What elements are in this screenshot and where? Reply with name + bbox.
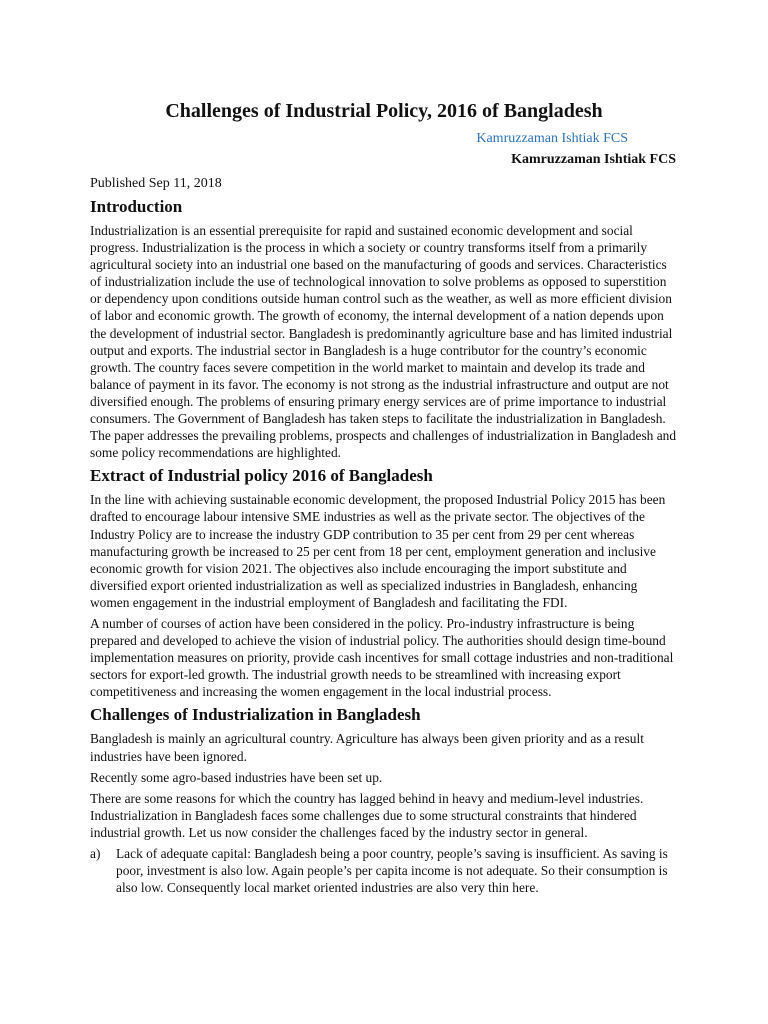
author-link[interactable]: Kamruzzaman Ishtiak FCS — [476, 131, 628, 146]
author-name: Kamruzzaman Ishtiak FCS — [511, 152, 676, 167]
list-item — [90, 845, 678, 896]
extract-heading: Extract of Industrial policy 2016 of Bangladesh — [90, 466, 433, 486]
challenges-paragraph-3: There are some reasons for which the country has lagged behind in heavy and medium-level industries. Industrialization in Bangladesh faces some challenges due to some structural constraints that hindered industrial growth. Let us now consider the challenges faced by the industry sector in general. — [90, 790, 644, 840]
list-marker: a) — [90, 846, 101, 861]
challenges-list — [90, 845, 678, 896]
page-title: Challenges of Industrial Policy, 2016 of Bangladesh — [165, 100, 603, 122]
challenges-paragraph-2: Recently some agro-based industries have been set up. — [90, 769, 383, 785]
challenges-heading: Challenges of Industrialization in Bangladesh — [90, 705, 421, 725]
challenges-paragraph-1: Bangladesh is mainly an agricultural country. Agriculture has always been given priority and as a result industries have been ignored. — [90, 731, 644, 764]
list-item-text: Lack of adequate capital: Bangladesh being a poor country, people’s saving is insufficient. As saving is poor, investment is also low. Again people’s per capita income is not adequate. So their consumption is also low. Consequently local market oriented industries are also very thin here. — [116, 846, 668, 896]
extract-paragraph-2: A number of courses of action have been considered in the policy. Pro-industry infrastructure is being prepared and developed to achieve the vision of industrial policy. The authorities should design time-bound implementation measures on priority, provide cash incentives for small cottage industries and non-traditional sectors for export-led growth. The industrial growth needs to be streamlined with increasing export competitiveness and increasing the women engagement in the local industrial process. — [90, 615, 674, 700]
article-body — [90, 196, 678, 896]
introduction-paragraph: Industrialization is an essential prerequisite for rapid and sustained economic development and social progress. Industrialization is the process in which a society or country transforms itself from a primarily agricultural society into an industrial one based on the manufacturing of goods and services. Characteristics of industrialization include the use of technological innovation to solve problems as opposed to superstition or dependency upon conditions outside human control such as the weather, as well as more efficient division of labor and economic growth. The growth of economy, the internal development of a nation depends upon the development of industrial sector. Bangladesh is predominantly agriculture base and has limited industrial output and exports. The industrial sector in Bangladesh is a huge contributor for the country’s economic growth. The country faces severe competition in the world market to maintain and develop its trade and balance of payment in its favor. The economy is not strong as the industrial infrastructure and output are not diversified enough. The problems of ensuring primary energy services are of prime importance to industrial consumers. The Government of Bangladesh has taken steps to facilitate the industrialization in Bangladesh. The paper addresses the prevailing problems, prospects and challenges of industrialization in Bangladesh and some policy recommendations are highlighted. — [90, 223, 677, 461]
extract-paragraph-1: In the line with achieving sustainable economic development, the proposed Industrial Policy 2015 has been drafted to encourage labour intensive SME industries as well as the private sector. The objectives of the Industry Policy are to increase the industry GDP contribution to 35 per cent from 29 per cent whereas manufacturing growth be increased to 25 per cent from 18 per cent, employment generation and inclusive economic growth for vision 2021. The objectives also include encouraging the import substitute and diversified export oriented industrialization as well as specialized industries in Bangladesh, enhancing women engagement in the industrial employment of Bangladesh and facilitating the FDI. — [90, 492, 666, 610]
introduction-heading: Introduction — [90, 197, 183, 216]
published-date: Published Sep 11, 2018 — [90, 176, 222, 191]
